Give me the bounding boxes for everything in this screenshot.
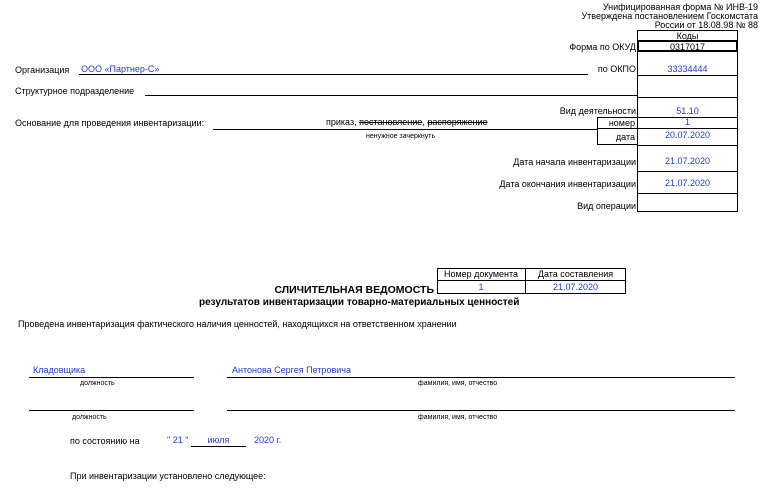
structural-unit-label: Структурное подразделение (15, 86, 135, 96)
basis-document-type (326, 118, 488, 127)
organization-label: Организация (15, 65, 70, 75)
doc-number: 1 (478, 282, 484, 292)
basis-sep: , (422, 117, 425, 127)
form-header-line2: Утверждена постановлением Госкомстата (581, 11, 758, 21)
document-title: СЛИЧИТЕЛЬНАЯ ВЕДОМОСТЬ (274, 284, 434, 296)
end-date-label: Дата окончания инвентаризации (499, 179, 636, 189)
name-underline-1 (227, 377, 735, 378)
basis-label: Основание для проведения инвентаризации: (15, 118, 205, 128)
end-date: 21.07.2020 (664, 178, 711, 188)
doc-date: 21.07.2020 (552, 282, 599, 292)
as-of-month-underline (191, 446, 246, 447)
as-of-month: июля (207, 435, 230, 445)
as-of-label: по состоянию на (70, 436, 140, 446)
activity-label: Вид деятельности (559, 106, 636, 116)
codes-divider (637, 75, 738, 76)
organization-underline (79, 74, 588, 75)
codes-divider (637, 128, 738, 129)
number-label: номер (608, 118, 635, 128)
codes-divider (637, 193, 738, 194)
codes-divider (637, 145, 738, 146)
codes-divider (637, 211, 738, 212)
responsible-name-1: Антонова Сергея Петровича (232, 365, 351, 375)
basis-strike-2: распоряжение (427, 117, 488, 127)
basis-date: 20.07.2020 (664, 130, 711, 140)
okud-label: Форма по ОКУД (569, 42, 636, 52)
date-label: дата (615, 132, 635, 142)
basis-prefix: приказ, (326, 117, 357, 127)
as-of-year: 2020 г. (254, 435, 282, 445)
basis-strike-1: постановление (359, 117, 423, 127)
intro-text: Проведена инвентаризация фактического наличия ценностей, находящихся на ответственном хранении (18, 319, 457, 329)
operation-label: Вид операции (577, 201, 636, 211)
basis-underline (213, 129, 597, 130)
number-date-divider (597, 128, 638, 129)
document-subtitle: результатов инвентаризации товарно-материальных ценностей (199, 297, 520, 308)
structural-unit-underline (145, 95, 637, 96)
codes-header: Коды (637, 30, 738, 41)
codes-divider (637, 171, 738, 172)
start-date: 21.07.2020 (664, 156, 711, 166)
findings-intro: При инвентаризации установлено следующее: (70, 471, 266, 481)
codes-divider (637, 97, 738, 98)
activity-code: 51.10 (676, 106, 699, 116)
responsible-position-1: Кладовщика (33, 365, 86, 375)
basis-number: 1 (684, 117, 690, 127)
name-caption-1: фамилия, имя, отчество (418, 380, 498, 387)
okpo-label: по ОКПО (597, 64, 636, 74)
okpo-code: 33334444 (667, 64, 708, 74)
organization-value: ООО «Партнер-С» (81, 64, 160, 74)
form-header-line3: России от 18.08.98 № 88 (654, 20, 758, 30)
doc-date-header: Дата составления (537, 269, 614, 279)
basis-hint: ненужное зачеркнуть (366, 133, 436, 140)
doc-table-divider-h (437, 280, 626, 281)
position-underline-2 (29, 410, 194, 411)
form-header-line1: Унифицированная форма № ИНВ-19 (602, 2, 758, 12)
position-underline-1 (29, 377, 194, 378)
doc-number-header: Номер документа (443, 269, 519, 279)
as-of-day: " 21 " (167, 435, 189, 445)
position-caption-2: должность (72, 414, 107, 421)
position-caption-1: должность (80, 380, 115, 387)
name-caption-2: фамилия, имя, отчество (418, 414, 498, 421)
okud-code-cell: 0317017 (637, 40, 738, 52)
name-underline-2 (227, 410, 735, 411)
start-date-label: Дата начала инвентаризации (513, 157, 636, 167)
